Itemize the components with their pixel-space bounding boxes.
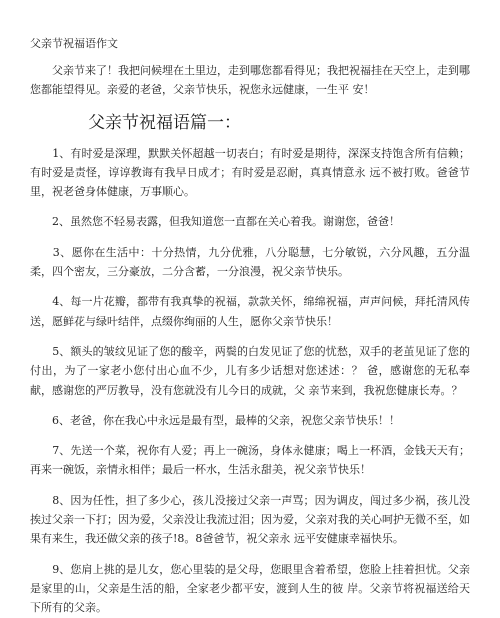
blessing-paragraph-1: 1、有时爱是深理，默默关怀超越一切表白；有时爱是期待，深深支持饱含所有信赖；有时爱是责怪，谆谆教诲有我早日成才；有时爱是忍耐，真真情意永 远不被打败。爸爸节里，祝老爸身体健康，万事顺心。 [30, 146, 470, 199]
blessing-paragraph-4: 4、每一片花瓣，都带有我真挚的祝福，款款关怀，绵绵祝福，声声问候，拜托清风传送，愿鲜花与绿叶结伴，点缀你绚丽的人生，愿你父亲节快乐！ [30, 295, 470, 328]
blessing-paragraph-7: 7、先送一个菜，祝你有人爱；再上一碗汤，身体永健康；喝上一杯酒，金钱天天有；再来一碗饭，亲情永相伴；最后一杯水，生活永甜美，祝父亲节快乐！ [30, 444, 470, 477]
section-heading: 父亲节祝福语篇一： [88, 112, 241, 133]
document-title: 父亲节祝福语作文 [30, 37, 118, 50]
blessing-paragraph-5: 5、额头的皱纹见证了您的酸辛，两鬓的白发见证了您的忧愁，双手的老茧见证了您的付出，为了一家老小您付出心血不少，儿有多少话想对您述述：？ 爸，感谢您的无私奉献，感谢您的严厉教导，没有您就没有儿今日的成就，父 亲节来到，我祝您健康长寿。？ [30, 344, 470, 397]
blessing-paragraph-3: 3、愿你在生活中：十分热情，九分优雅，八分聪慧，七分敏锐，六分风趣，五分温柔，四个密友，三分豪放，二分含蓄，一分浪漫，祝父亲节快乐。 [30, 245, 470, 279]
blessing-paragraph-9: 9、您肩上挑的是儿女，您心里装的是父母，您眼里含着希望，您脸上挂着担忧。父亲是家里的山，父亲是生活的船，全家老少都平安，渡到人生的彼 岸。父亲节将祝福送给天下所有的父亲。 [30, 562, 470, 615]
blessing-paragraph-8: 8、因为任性，担了多少心，孩儿没接过父亲一声骂；因为调皮，闯过多少祸，孩儿没挨过父亲一下打；因为爱，父亲没让我流过泪；因为爱，父亲对我的关心呵护无微不至，如果有来生，我还做父亲的孩子!8。8爸爸节，祝父亲永 远平安健康幸福快乐。 [30, 493, 470, 546]
blessing-paragraph-2: 2、虽然您不轻易表露，但我知道您一直都在关心着我。谢谢您，爸爸！ [30, 215, 400, 229]
intro-paragraph: 父亲节来了！我把问候埋在土里边，走到哪您都看得见；我把祝福挂在天空上，走到哪您都能望得见。亲爱的老爸，父亲节快乐，祝您永远健康，一生平 安！ [30, 64, 470, 97]
blessing-paragraph-6: 6、老爸，你在我心中永远是最有型，最棒的父亲，祝您父亲节快乐！！ [30, 413, 400, 427]
